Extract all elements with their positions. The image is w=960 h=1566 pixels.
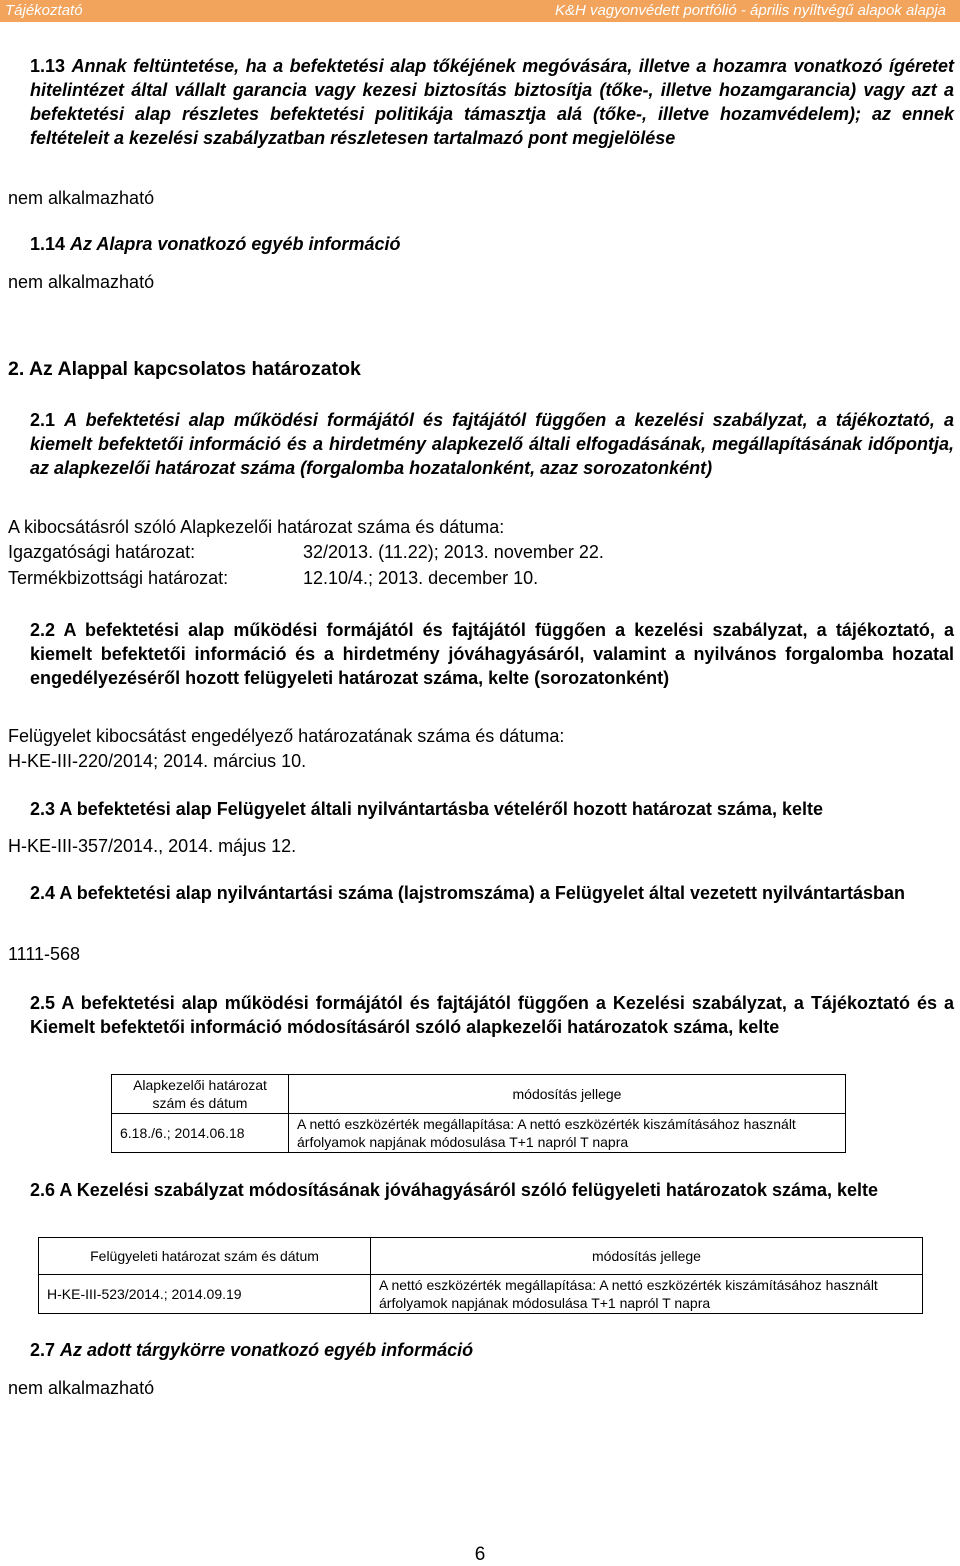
section-number: 2.6: [30, 1180, 56, 1200]
header-right-title: K&H vagyonvédett portfólió - április nyíltvégű alapok alapja: [554, 2, 946, 19]
table-row: [112, 1114, 846, 1153]
section-2-4-heading: [30, 881, 954, 905]
section-number: 2.7: [30, 1340, 56, 1360]
section-2-2-heading: [30, 618, 954, 690]
section-1-13-value: nem alkalmazható: [8, 188, 155, 208]
section-2-1-intro: A kibocsátásról szóló Alapkezelői határozat száma és dátuma:: [8, 517, 505, 537]
table-header-row: [39, 1238, 923, 1275]
table-cell: H-KE-III-523/2014.; 2014.09.19: [39, 1275, 371, 1314]
resolution-row-product-committee: [8, 566, 539, 590]
amendments-table-supervisory: [38, 1237, 923, 1314]
section-text: Annak feltüntetése, ha a befektetési alap tőkéjének megóvására, illetve a hozamra vonatkozó ígéretet hitelintézet által vállalt garancia vagy kezesi biztosítás biztosítja (tőke-, illetve hozamgarancia) vagy azt a befektetési alap részletes befektetési politikája támasztja alá (tőke-, illetve hozamvédelem); az ennek feltételeit a kezelési szabályzatban részletesen tartalmazó pont megjelölése: [30, 56, 954, 148]
section-number: 2.4: [30, 883, 56, 903]
section-number: 2.5: [30, 993, 56, 1013]
section-number: 1.14: [30, 234, 66, 254]
section-number: 2.1: [30, 410, 56, 430]
table-header-cell: Alapkezelői határozat szám és dátum: [112, 1075, 289, 1114]
resolution-label: Igazgatósági határozat:: [8, 542, 196, 562]
section-2-title: 2. Az Alappal kapcsolatos határozatok: [8, 358, 361, 380]
section-text: Az Alapra vonatkozó egyéb információ: [70, 234, 401, 254]
section-text: A befektetési alap nyilvántartási száma (lajstromszáma) a Felügyelet által vezetett nyilvántartásban: [59, 883, 906, 903]
section-text: A befektetési alap működési formájától és fajtájától függően a Kezelési szabályzat, a Tájékoztató és a Kiemelt befektetői információ módosításáról szóló alapkezelői határozatok száma, kelte: [30, 993, 954, 1037]
section-1-13-heading: [30, 54, 954, 150]
section-2-2-intro: Felügyelet kibocsátást engedélyező határozatának száma és dátuma:: [8, 726, 565, 746]
section-1-14-heading: [30, 232, 954, 256]
section-text: A Kezelési szabályzat módosításának jóváhagyásáról szóló felügyeleti határozatok száma, kelte: [59, 1180, 879, 1200]
section-1-14-value: nem alkalmazható: [8, 272, 155, 292]
section-text: A befektetési alap működési formájától és fajtájától függően a kezelési szabályzat, a tájékoztató, a kiemelt befektetői információ és a hirdetmény alapkezelő általi elfogadásának, megállapításának időpontja, az alapkezelői határozat száma (forgalomba hozatalonként, azaz sorozatonként): [30, 410, 954, 478]
table-cell: A nettó eszközérték megállapítása: A nettó eszközérték kiszámításához használt árfolyamok napjának módosulása T+1 napról T napra: [289, 1114, 846, 1153]
section-2-3-heading: [30, 797, 954, 821]
section-text: Az adott tárgykörre vonatkozó egyéb információ: [60, 1340, 474, 1360]
section-number: 2.2: [30, 620, 56, 640]
section-2-2-value: H-KE-III-220/2014; 2014. március 10.: [8, 751, 307, 771]
section-2-7-heading: [30, 1338, 954, 1362]
section-2-4-value: 1111-568: [8, 944, 81, 964]
page-number: 6: [474, 1544, 486, 1565]
table-header-cell: módosítás jellege: [371, 1238, 923, 1275]
resolution-value: 32/2013. (11.22); 2013. november 22.: [303, 542, 604, 562]
section-2-3-value: H-KE-III-357/2014., 2014. május 12.: [8, 836, 297, 856]
table-header-cell: módosítás jellege: [289, 1075, 846, 1114]
resolution-row-board: [8, 540, 604, 564]
resolution-label: Termékbizottsági határozat:: [8, 568, 229, 588]
resolution-value: 12.10/4.; 2013. december 10.: [303, 568, 539, 588]
amendments-table-manager: [111, 1074, 846, 1153]
section-text: A befektetési alap működési formájától és fajtájától függően a kezelési szabályzat, a tájékoztató, a kiemelt befektetői információ és a hirdetmény jóváhagyásáról, valamint a nyilvános forgalomba hozatal engedélyezéséről hozott felügyeleti határozat száma, kelte (sorozatonként): [30, 620, 954, 688]
table-header-cell: Felügyeleti határozat szám és dátum: [39, 1238, 371, 1275]
section-2-1-heading: [30, 408, 954, 480]
section-number: 2.3: [30, 799, 56, 819]
header-left-title: Tájékoztató: [5, 2, 83, 19]
section-2-6-heading: [30, 1178, 954, 1202]
section-number: 1.13: [30, 56, 66, 76]
section-text: A befektetési alap Felügyelet általi nyilvántartásba vételéről hozott határozat száma, kelte: [59, 799, 823, 819]
table-cell: 6.18./6.; 2014.06.18: [112, 1114, 289, 1153]
section-2-5-heading: [30, 991, 954, 1039]
table-header-row: [112, 1075, 846, 1114]
table-cell: A nettó eszközérték megállapítása: A nettó eszközérték kiszámításához használt árfolyamok napjának módosulása T+1 napról T napra: [371, 1275, 923, 1314]
section-2-7-value: nem alkalmazható: [8, 1378, 155, 1398]
table-row: [39, 1275, 923, 1314]
